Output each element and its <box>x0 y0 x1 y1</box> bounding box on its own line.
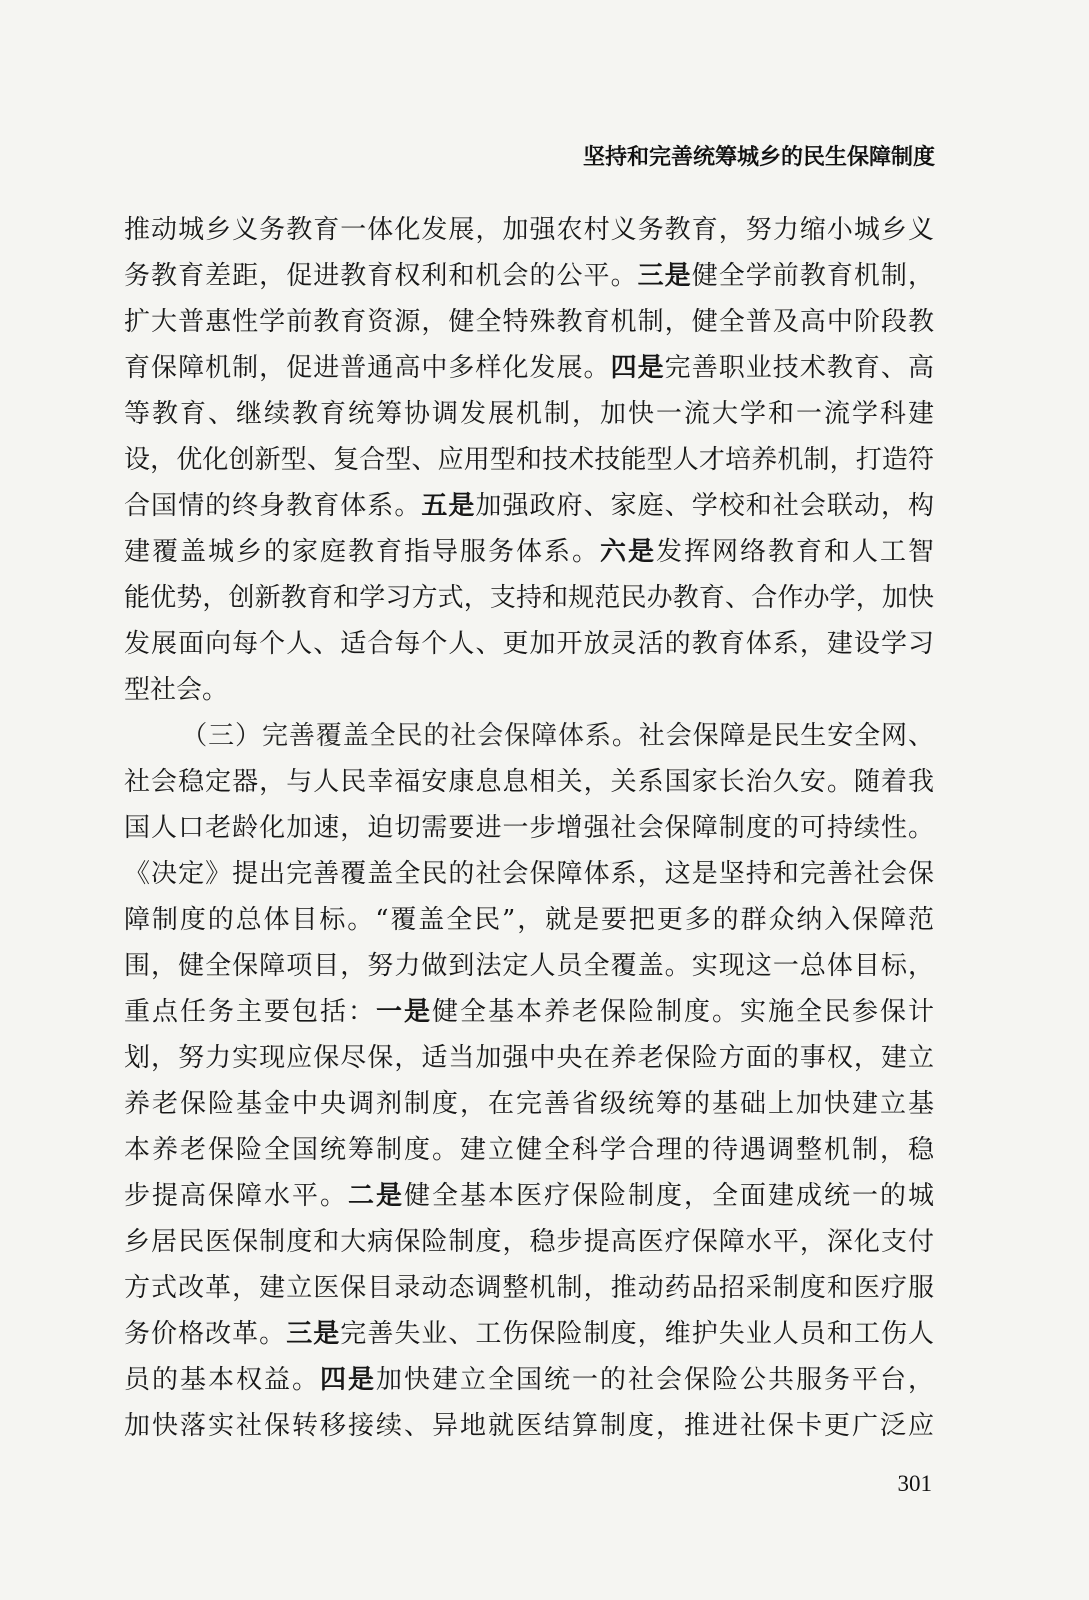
body-text <box>124 207 934 1449</box>
text-line <box>124 1403 934 1449</box>
text-run: 型社会。 <box>124 675 229 705</box>
text-run: 发展面向每个人、适合每个人、更加开放灵活的教育体系，建设学习 <box>124 629 934 659</box>
text-line <box>124 805 934 851</box>
paragraph <box>124 713 934 1449</box>
text-run: 步提高保障水平。 <box>124 1181 348 1211</box>
text-line <box>124 529 934 575</box>
text-run: 健全基本医疗保险制度，全面建成统一的城 <box>404 1181 934 1211</box>
text-run: 养老保险基金中央调剂制度，在完善省级统筹的基础上加快建立基 <box>124 1089 934 1119</box>
emphasis-run: 二是 <box>348 1181 404 1211</box>
text-line <box>124 1311 934 1357</box>
text-run: 推动城乡义务教育一体化发展，加强农村义务教育，努力缩小城乡义 <box>124 215 934 245</box>
text-run: 。社会保障是民生安全网、 <box>611 721 934 751</box>
text-line <box>124 1173 934 1219</box>
text-run: 务教育差距，促进教育权利和机会的公平。 <box>124 261 638 291</box>
emphasis-run: 三是 <box>637 261 692 291</box>
text-run: 扩大普惠性学前教育资源，健全特殊教育机制，健全普及高中阶段教 <box>124 307 934 337</box>
text-run: 围，健全保障项目，努力做到法定人员全覆盖。实现这一总体目标， <box>124 951 934 981</box>
emphasis-run: 六是 <box>599 537 656 567</box>
text-run: 完善职业技术教育、高 <box>664 353 934 383</box>
text-run: 乡居民医保制度和大病保险制度，稳步提高医疗保障水平，深化支付 <box>124 1227 934 1257</box>
text-line <box>124 483 934 529</box>
text-line <box>124 207 934 253</box>
emphasis-run: 一是 <box>376 997 432 1027</box>
text-line <box>124 667 934 713</box>
text-run: 本养老保险全国统筹制度。建立健全科学合理的待遇调整机制，稳 <box>124 1135 934 1165</box>
section-heading: （三）完善覆盖全民的社会保障体系 <box>181 721 612 751</box>
text-line <box>124 1219 934 1265</box>
text-run: 育保障机制，促进普通高中多样化发展。 <box>124 353 611 383</box>
text-run: 社会稳定器，与人民幸福安康息息相关，关系国家长治久安。随着我 <box>124 767 934 797</box>
text-line <box>124 759 934 805</box>
emphasis-run: 三是 <box>286 1319 341 1349</box>
text-run: 划，努力实现应保尽保，适当加强中央在养老保险方面的事权，建立 <box>124 1043 934 1073</box>
text-run: 健全学前教育机制， <box>691 261 934 291</box>
text-line <box>124 437 934 483</box>
text-run: 加强政府、家庭、学校和社会联动，构 <box>475 491 934 521</box>
text-run: 员的基本权益。 <box>124 1365 320 1395</box>
text-line <box>124 345 934 391</box>
text-run: 合国情的终身教育体系。 <box>124 491 422 521</box>
text-run: 完善失业、工伤保险制度，维护失业人员和工伤人 <box>340 1319 934 1349</box>
emphasis-run: 四是 <box>610 353 665 383</box>
text-run: 建覆盖城乡的家庭教育指导服务体系。 <box>124 537 600 567</box>
text-run: 加快落实社保转移接续、异地就医结算制度，推进社保卡更广泛应 <box>124 1411 934 1441</box>
text-line <box>124 391 934 437</box>
text-run: 能优势，创新教育和学习方式，支持和规范民办教育、合作办学，加快 <box>124 583 934 613</box>
text-run: 重点任务主要包括： <box>124 997 376 1027</box>
text-run: 设，优化创新型、复合型、应用型和技术技能型人才培养机制，打造符 <box>124 445 934 475</box>
running-title: 坚持和完善统筹城乡的民生保障制度 <box>582 145 935 170</box>
text-run: 《决定》提出完善覆盖全民的社会保障体系，这是坚持和完善社会保 <box>124 859 934 889</box>
emphasis-run: 五是 <box>421 491 476 521</box>
text-line <box>124 851 934 897</box>
page-number: 301 <box>897 1471 932 1496</box>
text-line <box>124 1357 934 1403</box>
text-line <box>124 1127 934 1173</box>
text-line <box>124 253 934 299</box>
text-line <box>124 575 934 621</box>
text-run: 障制度的总体目标。“覆盖全民”，就是要把更多的群众纳入保障范 <box>124 905 934 935</box>
text-line <box>124 989 934 1035</box>
text-line <box>124 1035 934 1081</box>
text-line <box>124 621 934 667</box>
text-run: 务价格改革。 <box>124 1319 287 1349</box>
text-run: 加快建立全国统一的社会保险公共服务平台， <box>376 1365 934 1395</box>
text-run: 国人口老龄化加速，迫切需要进一步增强社会保障制度的可持续性。 <box>124 813 934 843</box>
paragraph <box>124 207 934 713</box>
text-run: 发挥网络教育和人工智 <box>655 537 934 567</box>
text-line <box>124 713 934 759</box>
text-run: 等教育、继续教育统筹协调发展机制，加快一流大学和一流学科建 <box>124 399 934 429</box>
text-run: 方式改革，建立医保目录动态调整机制，推动药品招采制度和医疗服 <box>124 1273 934 1303</box>
text-line <box>124 897 934 943</box>
text-line <box>124 299 934 345</box>
text-line <box>124 1265 934 1311</box>
text-run: 健全基本养老保险制度。实施全民参保计 <box>432 997 934 1027</box>
emphasis-run: 四是 <box>320 1365 376 1395</box>
text-line <box>124 943 934 989</box>
text-line <box>124 1081 934 1127</box>
